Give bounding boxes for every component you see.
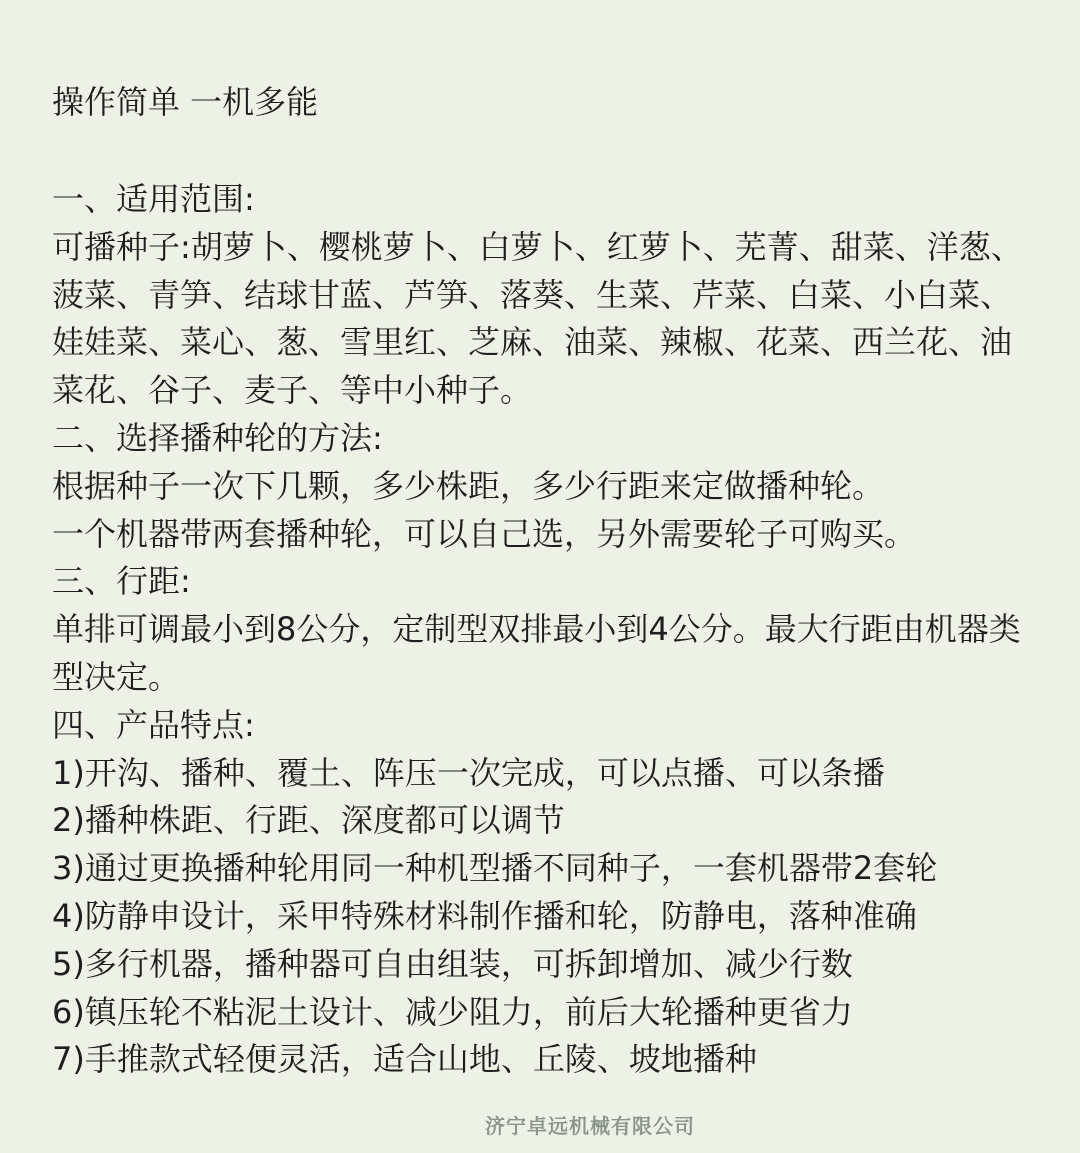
spacing-heading: 三、行距: xyxy=(52,562,191,601)
method-line-2: 一个机器带两套播种轮，可以自己选，另外需要轮子可购买。 xyxy=(52,514,917,553)
feature-item: 6)镇压轮不粘泥土设计、减少阻力，前后大轮播种更省力 xyxy=(52,992,853,1031)
feature-item: 5)多行机器，播种器可自由组装，可拆卸增加、减少行数 xyxy=(52,944,853,983)
feature-item: 3)通过更换播种轮用同一种机型播不同种子，一套机器带2套轮 xyxy=(52,849,938,888)
seeds-paragraph: 可播种子:胡萝卜、樱桃萝卜、白萝卜、红萝卜、芜菁、甜菜、洋葱、菠菜、青笋、结球甘蓝、芦笋、落葵、生菜、芹菜、白菜、小白菜、娃娃菜、菜心、葱、雪里红、芝麻、油菜、辣椒、花菜、西兰花、油菜花、谷子、麦子、等中小种子。 xyxy=(52,227,1023,410)
scope-heading: 一、适用范围: xyxy=(52,180,255,218)
features-heading: 四、产品特点: xyxy=(52,705,255,744)
feature-item: 2)播种株距、行距、深度都可以调节 xyxy=(52,801,565,840)
company-watermark: 济宁卓远机械有限公司 xyxy=(485,1114,695,1138)
method-heading: 二、选择播种轮的方法: xyxy=(52,418,383,457)
method-line-1: 根据种子一次下几颗，多少株距，多少行距来定做播种轮。 xyxy=(52,466,885,505)
feature-item: 1)开沟、播种、覆土、阵压一次完成，可以点播、可以条播 xyxy=(52,753,885,792)
page-title: 操作简单 一机多能 xyxy=(52,83,319,121)
feature-item: 4)防静申设计，采甲特殊材料制作播和轮，防静电，落种准确 xyxy=(52,896,917,935)
feature-item: 7)手推款式轻便灵活，适合山地、丘陵、坡地播种 xyxy=(52,1040,757,1079)
spacing-paragraph: 单排可调最小到8公分，定制型双排最小到4公分。最大行距由机器类型决定。 xyxy=(52,610,1021,696)
document-body xyxy=(52,176,1042,1084)
